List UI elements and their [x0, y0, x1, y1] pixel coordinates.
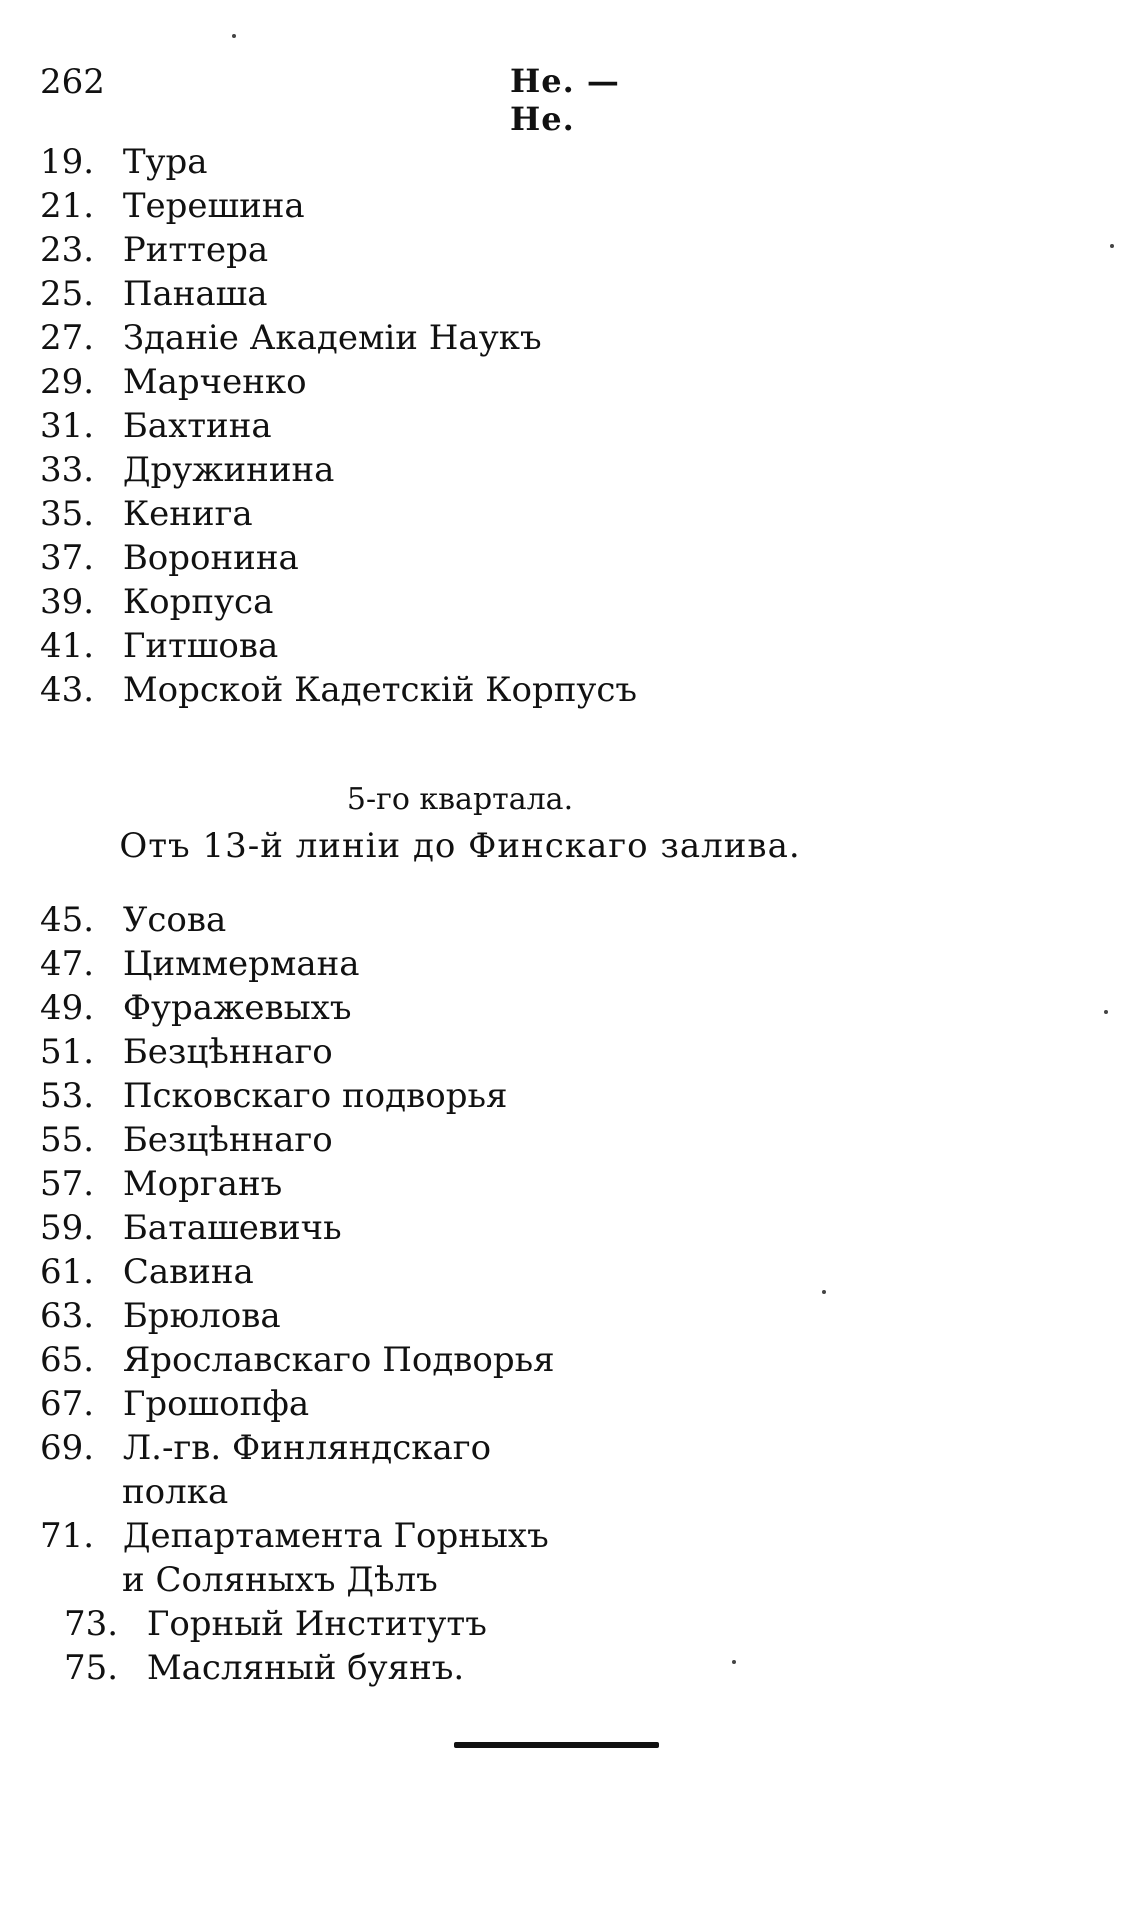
list-item	[40, 404, 272, 448]
entry-name: Морганъ	[122, 1164, 283, 1204]
entry-number: 75.	[64, 1648, 119, 1688]
entry-number: 65.	[40, 1340, 95, 1380]
list-item	[40, 316, 542, 360]
entry-number: 23.	[40, 230, 95, 270]
list-item	[40, 1030, 333, 1074]
entry-number: 73.	[64, 1604, 119, 1644]
end-rule	[454, 1742, 659, 1748]
entry-number: 51.	[40, 1032, 95, 1072]
list-item	[40, 1338, 555, 1382]
list-item	[40, 1206, 342, 1250]
entry-name: Безцѣннаго	[122, 1120, 333, 1160]
entry-name: Псковскаго подворья	[122, 1076, 508, 1116]
entry-number: 19.	[40, 142, 95, 182]
entry-name: Департамента Горныхъ	[122, 1516, 549, 1556]
entry-name: Грошопфа	[122, 1384, 310, 1424]
list-item	[40, 1382, 309, 1426]
list-item	[40, 668, 637, 712]
scan-speck	[1104, 1010, 1108, 1014]
entry-name: Терешина	[122, 186, 305, 226]
entry-name: Риттера	[122, 230, 269, 270]
section-subtitle-text: 5-го квартала.	[346, 782, 574, 817]
entry-number: 25.	[40, 274, 95, 314]
entry-number: 55.	[40, 1120, 95, 1160]
entry-name: Тура	[122, 142, 208, 182]
scan-speck	[232, 34, 236, 38]
list-item	[40, 272, 268, 316]
entry-name: Зданіе Академіи Наукъ	[122, 318, 542, 358]
entry-number: 31.	[40, 406, 95, 446]
entry-name: Гитшова	[122, 626, 279, 666]
entry-number: 29.	[40, 362, 95, 402]
entry-name: Горный Институтъ	[146, 1604, 487, 1644]
entry-number: 69.	[40, 1428, 95, 1468]
list-item	[40, 1162, 282, 1206]
entry-name: Брюлова	[122, 1296, 281, 1336]
entry-continuation: полка	[122, 1472, 229, 1512]
list-item	[40, 184, 305, 228]
list-item	[64, 1646, 464, 1690]
entry-number: 63.	[40, 1296, 95, 1336]
entry-number: 47.	[40, 944, 95, 984]
entry-number: 21.	[40, 186, 95, 226]
list-item	[40, 1294, 281, 1338]
list-item	[40, 1514, 549, 1602]
entry-number: 41.	[40, 626, 95, 666]
entry-number: 39.	[40, 582, 95, 622]
list-item	[40, 448, 334, 492]
list-item	[40, 898, 226, 942]
entry-name: Савина	[122, 1252, 254, 1292]
entry-name: Корпуса	[122, 582, 274, 622]
page-number: 262	[40, 62, 105, 102]
list-item	[40, 536, 299, 580]
entry-number: 49.	[40, 988, 95, 1028]
list-item	[40, 492, 253, 536]
section-title-text: Отъ 13-й линіи до Финскаго залива.	[119, 826, 801, 866]
entry-number: 53.	[40, 1076, 95, 1116]
entry-name: Ярославскаго Подворья	[122, 1340, 555, 1380]
list-item	[40, 1074, 507, 1118]
section-subtitle	[0, 782, 1140, 817]
list-item	[64, 1602, 487, 1646]
entry-number: 27.	[40, 318, 95, 358]
section-title	[0, 826, 1140, 866]
list-item	[40, 228, 268, 272]
entry-number: 45.	[40, 900, 95, 940]
entry-name: Панаша	[122, 274, 268, 314]
list-item	[40, 360, 307, 404]
entry-name: Л.-гв. Финляндскаго	[122, 1428, 492, 1468]
list-item	[40, 1426, 491, 1514]
entry-number: 37.	[40, 538, 95, 578]
page-header	[40, 62, 660, 138]
entry-name: Воронина	[122, 538, 299, 578]
list-item	[40, 140, 208, 184]
entry-name: Усова	[122, 900, 227, 940]
entry-name: Циммермана	[122, 944, 360, 984]
entry-name: Дружинина	[122, 450, 335, 490]
entry-continuation: и Соляныхъ Дѣлъ	[122, 1560, 438, 1600]
entry-name: Бахтина	[122, 406, 272, 446]
entry-name: Безцѣннаго	[122, 1032, 333, 1072]
entry-name: Баташевичь	[122, 1208, 342, 1248]
list-item	[40, 986, 351, 1030]
list-item	[40, 580, 273, 624]
scan-speck	[1110, 244, 1114, 248]
entry-name: Морской Кадетскій Корпусъ	[122, 670, 638, 710]
entry-name: Фуражевыхъ	[122, 988, 352, 1028]
list-item	[40, 942, 360, 986]
list-item	[40, 1250, 254, 1294]
scan-speck	[732, 1660, 736, 1664]
entry-number: 43.	[40, 670, 95, 710]
scan-speck	[822, 1290, 826, 1294]
entry-name: Масляный буянъ.	[146, 1648, 465, 1688]
list-item	[40, 624, 278, 668]
list-item	[40, 1118, 333, 1162]
entry-number: 57.	[40, 1164, 95, 1204]
entry-name: Марченко	[122, 362, 307, 402]
entry-number: 67.	[40, 1384, 95, 1424]
entry-number: 59.	[40, 1208, 95, 1248]
running-head: Не. — Не.	[510, 62, 620, 138]
entry-number: 71.	[40, 1516, 95, 1556]
entry-number: 61.	[40, 1252, 95, 1292]
entry-number: 35.	[40, 494, 95, 534]
entry-name: Кенига	[122, 494, 253, 534]
entry-number: 33.	[40, 450, 95, 490]
